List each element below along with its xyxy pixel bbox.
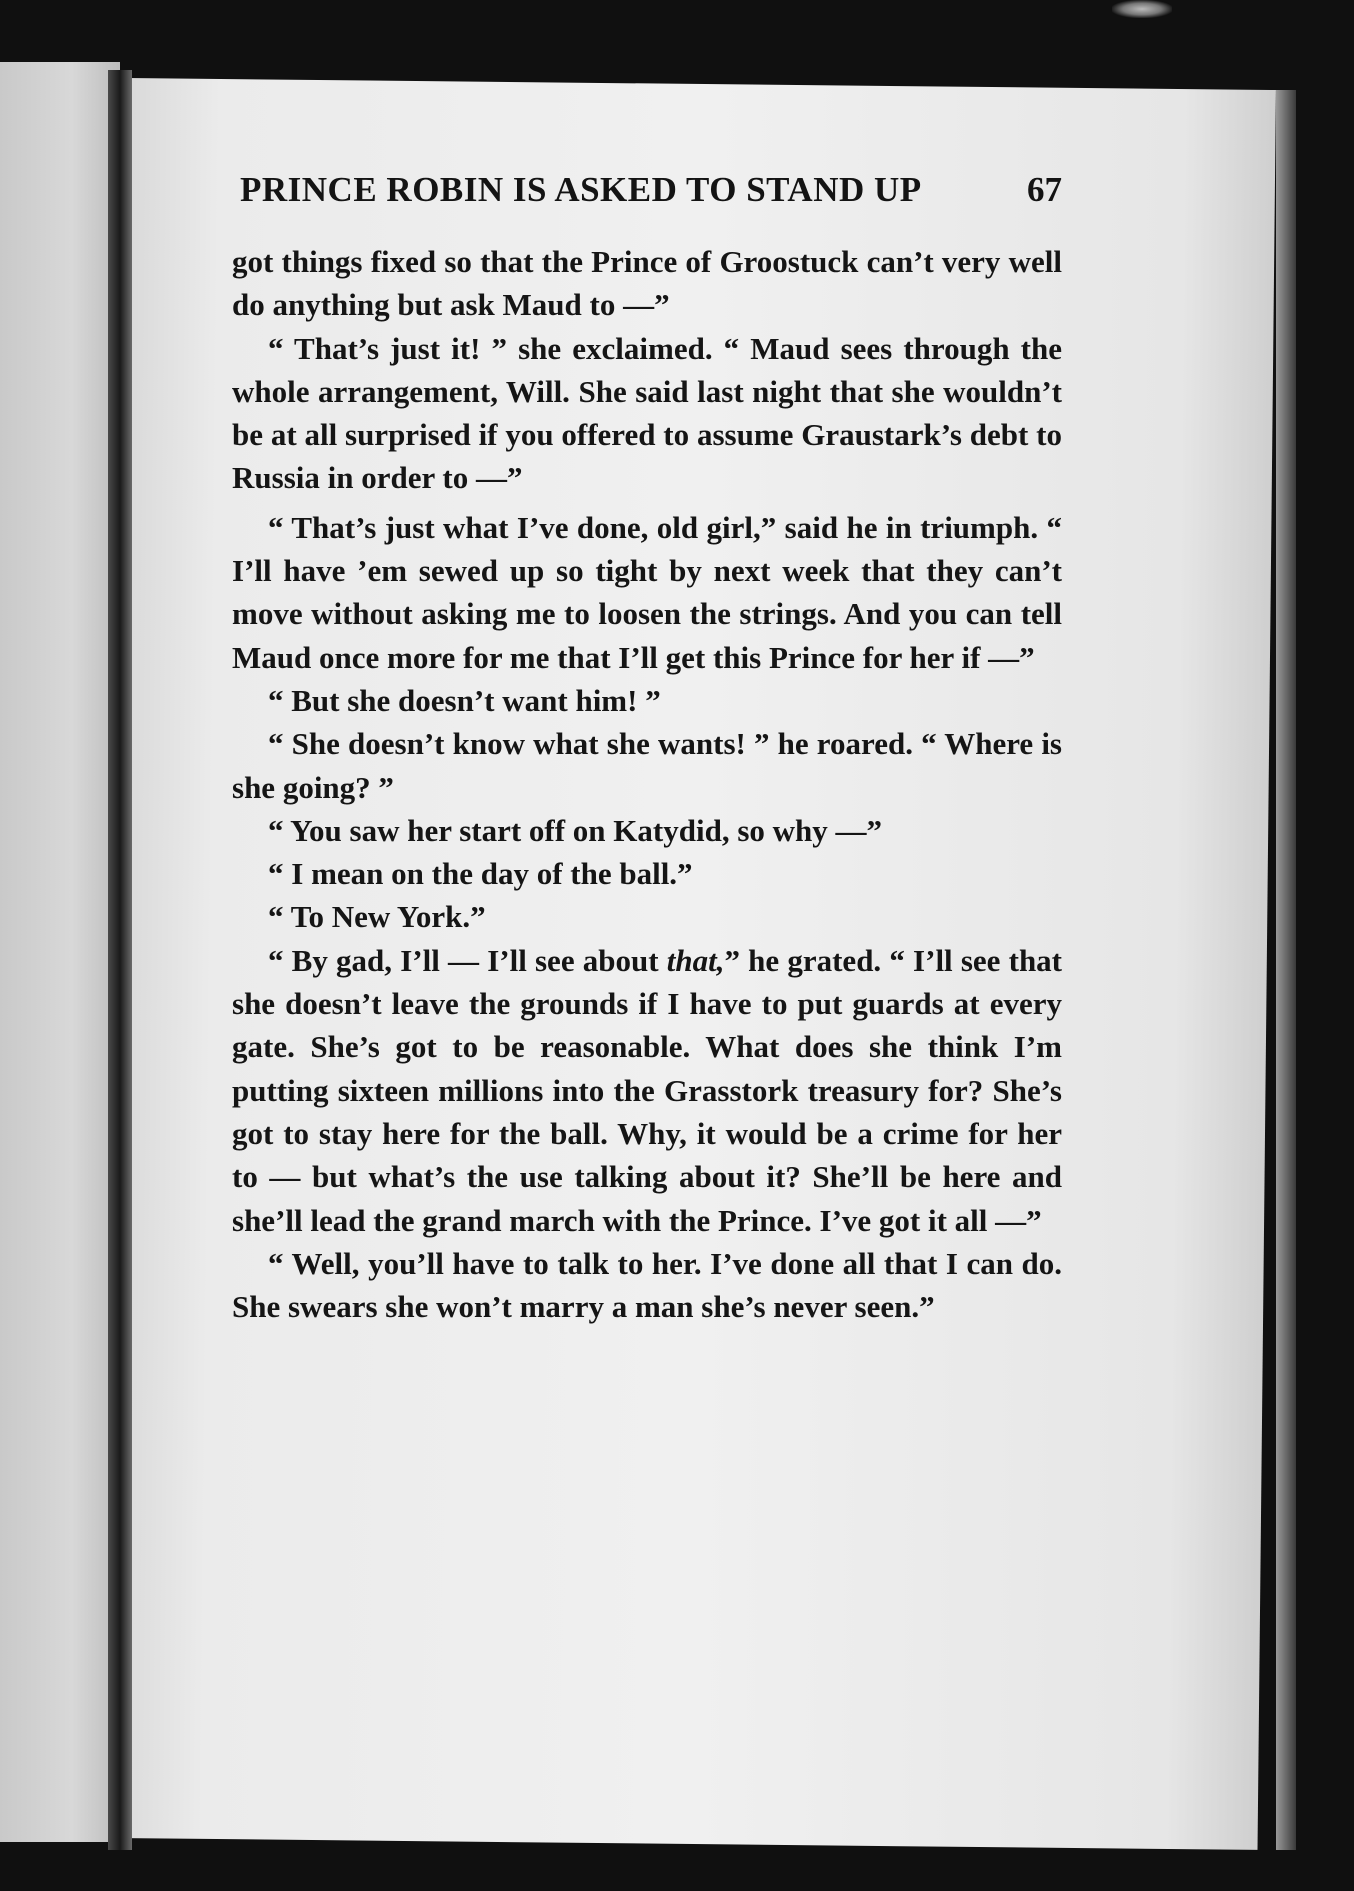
- paragraph: “ Well, you’ll have to talk to her. I’ve done all that I can do. She swears she won’t marry a man she’s never seen.”: [232, 1245, 1062, 1325]
- page-number: 67: [1027, 170, 1062, 209]
- paragraph: “ But she doesn’t want him! ”: [268, 682, 661, 718]
- page-right-edge: [1276, 90, 1296, 1850]
- page-header: [240, 170, 1062, 226]
- paragraph: “ She doesn’t know what she wants! ” he roared. “ Where is she going? ”: [232, 726, 1062, 805]
- running-head: PRINCE ROBIN IS ASKED TO STAND UP: [240, 170, 922, 209]
- paragraph-text: “ By gad, I’ll — I’ll see about: [268, 942, 667, 978]
- scan-corner-mark: [1112, 0, 1172, 18]
- paragraph: “ That’s just what I’ve done, old girl,” said he in triumph. “ I’ll have ’em sewed up so tight by next week that they can’t move without asking me to loosen the strings. And you can tell Maud once more for me that I’ll get this Prince for her if —”: [232, 509, 1062, 675]
- paragraph-text: ” he grated. “ I’ll see that she doesn’t leave the grounds if I have to put guards at every gate. She’s got to be reasonable. What does she think I’m putting sixteen millions into the Grasstork treasury for? She’s got to stay here for the ball. Why, it would be a crime for her to — but what’s the use talking about it? She’ll be here and she’ll lead the grand march with the Prince. I’ve got it all —”: [232, 942, 1063, 1238]
- facing-page-edge: [0, 62, 120, 1842]
- page-body: [232, 240, 1062, 1328]
- paragraph: “ I mean on the day of the ball.”: [268, 856, 693, 892]
- paragraph-with-emphasis: [232, 939, 1062, 1242]
- paragraph: “ You saw her start off on Katydid, so why —”: [268, 812, 883, 848]
- paragraph: “ To New York.”: [268, 899, 486, 935]
- paragraph-continuation: got things fixed so that the Prince of Groostuck can’t very well do anything but ask Maud to —”: [232, 244, 1062, 323]
- paragraph: “ That’s just it! ” she exclaimed. “ Maud sees through the whole arrangement, Will. She said last night that she wouldn’t be at all surprised if you offered to assume Graustark’s debt to Russia in order to —”: [232, 330, 1062, 496]
- emphasized-word: that,: [666, 942, 725, 978]
- book-gutter: [108, 70, 132, 1850]
